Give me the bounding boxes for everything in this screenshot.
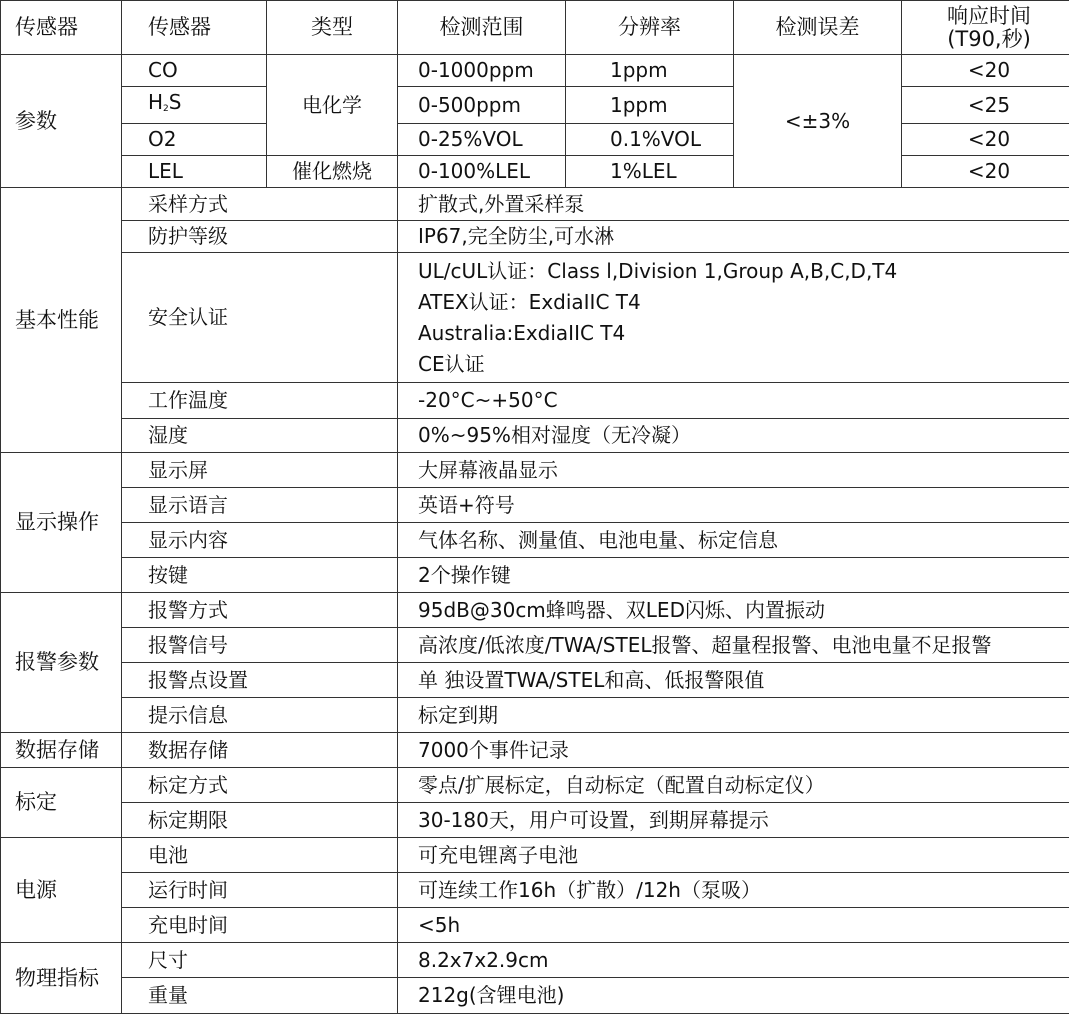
sensor-response: <20 (902, 156, 1069, 188)
category-display: 显示操作 (1, 453, 122, 593)
sensor-name: LEL (122, 156, 267, 188)
sensor-row (1, 87, 1069, 124)
sensor-response: <20 (902, 55, 1069, 87)
spec-label: 提示信息 (122, 698, 398, 733)
sensor-row (1, 55, 1069, 87)
sensor-type-electrochemical: 电化学 (267, 55, 398, 156)
sensor-name-main: H (148, 90, 163, 114)
sensor-response: <20 (902, 124, 1069, 156)
spec-row (1, 943, 1069, 978)
spec-value: 高浓度/低浓度/TWA/STEL报警、超量程报警、电池电量不足报警 (398, 628, 1069, 663)
spec-value: 7000个事件记录 (398, 733, 1069, 768)
spec-value: -20°C~+50°C (398, 383, 1069, 419)
spec-value: 2个操作键 (398, 558, 1069, 593)
sensor-row (1, 156, 1069, 188)
spec-label: 安全认证 (122, 253, 398, 383)
sensor-name: O2 (122, 124, 267, 156)
spec-label: 报警方式 (122, 593, 398, 628)
header-type: 类型 (267, 1, 398, 55)
spec-row (1, 873, 1069, 908)
spec-row (1, 978, 1069, 1014)
sensor-name-tail: S (169, 90, 182, 114)
spec-label: 工作温度 (122, 383, 398, 419)
spec-label: 标定方式 (122, 768, 398, 803)
sensor-range: 0-1000ppm (398, 55, 566, 87)
spec-row (1, 768, 1069, 803)
spec-row (1, 803, 1069, 838)
spec-value: 零点/扩展标定，自动标定（配置自动标定仪） (398, 768, 1069, 803)
spec-label: 电池 (122, 838, 398, 873)
category-parameters: 参数 (1, 55, 122, 188)
spec-row (1, 383, 1069, 419)
spec-label: 报警点设置 (122, 663, 398, 698)
spec-value: IP67,完全防尘,可水淋 (398, 221, 1069, 253)
spec-row (1, 698, 1069, 733)
spec-label: 重量 (122, 978, 398, 1014)
sensor-resolution: 0.1%VOL (566, 124, 734, 156)
spec-row (1, 838, 1069, 873)
sensor-range: 0-100%LEL (398, 156, 566, 188)
header-response-line2: (T90,秒) (902, 28, 1069, 51)
spec-row (1, 221, 1069, 253)
sensor-resolution: 1%LEL (566, 156, 734, 188)
spec-row (1, 188, 1069, 221)
spec-value: 212g(含锂电池) (398, 978, 1069, 1014)
spec-row (1, 908, 1069, 943)
sensor-row (1, 124, 1069, 156)
spec-row (1, 523, 1069, 558)
certification-line: UL/cUL认证：Class l,Division 1,Group A,B,C,D,T4 (418, 256, 1069, 287)
spec-value: 气体名称、测量值、电池电量、标定信息 (398, 523, 1069, 558)
spec-value: <5h (398, 908, 1069, 943)
spec-label: 运行时间 (122, 873, 398, 908)
category-power: 电源 (1, 838, 122, 943)
spec-label: 尺寸 (122, 943, 398, 978)
spec-label: 充电时间 (122, 908, 398, 943)
spec-label: 显示屏 (122, 453, 398, 488)
spec-row (1, 663, 1069, 698)
spec-row (1, 628, 1069, 663)
spec-row (1, 593, 1069, 628)
spec-label: 采样方式 (122, 188, 398, 221)
certification-line: ATEX认证：ExdiaIIC T4 (418, 287, 1069, 318)
sensor-name (122, 87, 267, 124)
certification-line: Australia:ExdiaIIC T4 (418, 318, 1069, 349)
spec-value: 大屏幕液晶显示 (398, 453, 1069, 488)
spec-label: 防护等级 (122, 221, 398, 253)
sensor-error: <±3% (734, 55, 902, 188)
header-corner: 传感器 (1, 1, 122, 55)
spec-value: 0%~95%相对湿度（无冷凝） (398, 419, 1069, 453)
spec-value: 30-180天，用户可设置，到期屏幕提示 (398, 803, 1069, 838)
spec-value: 标定到期 (398, 698, 1069, 733)
header-response-line1: 响应时间 (902, 5, 1069, 28)
header-row (1, 1, 1069, 55)
sensor-response: <25 (902, 87, 1069, 124)
spec-row (1, 453, 1069, 488)
category-data-storage: 数据存储 (1, 733, 122, 768)
sensor-type-catalytic: 催化燃烧 (267, 156, 398, 188)
certification-list (398, 253, 1069, 383)
spec-row (1, 488, 1069, 523)
spec-value: 扩散式,外置采样泵 (398, 188, 1069, 221)
sensor-resolution: 1ppm (566, 55, 734, 87)
spec-value: 8.2x7x2.9cm (398, 943, 1069, 978)
spec-label: 数据存储 (122, 733, 398, 768)
spec-row (1, 253, 1069, 383)
sensor-name-subscript: 2 (163, 104, 169, 114)
spec-row (1, 419, 1069, 453)
sensor-name-text: CO (148, 58, 178, 82)
spec-row (1, 733, 1069, 768)
sensor-range: 0-500ppm (398, 87, 566, 124)
header-response-time (902, 1, 1069, 55)
header-resolution: 分辨率 (566, 1, 734, 55)
spec-value: 可连续工作16h（扩散）/12h（泵吸） (398, 873, 1069, 908)
spec-label: 显示语言 (122, 488, 398, 523)
sensor-range: 0-25%VOL (398, 124, 566, 156)
spec-value: 英语+符号 (398, 488, 1069, 523)
header-sensor: 传感器 (122, 1, 267, 55)
spec-label: 报警信号 (122, 628, 398, 663)
spec-value: 95dB@30cm蜂鸣器、双LED闪烁、内置振动 (398, 593, 1069, 628)
spec-value: 单 独设置TWA/STEL和高、低报警限值 (398, 663, 1069, 698)
category-basic-performance: 基本性能 (1, 188, 122, 453)
spec-row (1, 558, 1069, 593)
spec-label: 显示内容 (122, 523, 398, 558)
category-alarm: 报警参数 (1, 593, 122, 733)
certification-line: CE认证 (418, 349, 1069, 380)
spec-label: 湿度 (122, 419, 398, 453)
spec-label: 按键 (122, 558, 398, 593)
spec-label: 标定期限 (122, 803, 398, 838)
spec-value: 可充电锂离子电池 (398, 838, 1069, 873)
header-range: 检测范围 (398, 1, 566, 55)
category-calibration: 标定 (1, 768, 122, 838)
sensor-resolution: 1ppm (566, 87, 734, 124)
sensor-name (122, 55, 267, 87)
category-physical: 物理指标 (1, 943, 122, 1014)
header-error: 检测误差 (734, 1, 902, 55)
